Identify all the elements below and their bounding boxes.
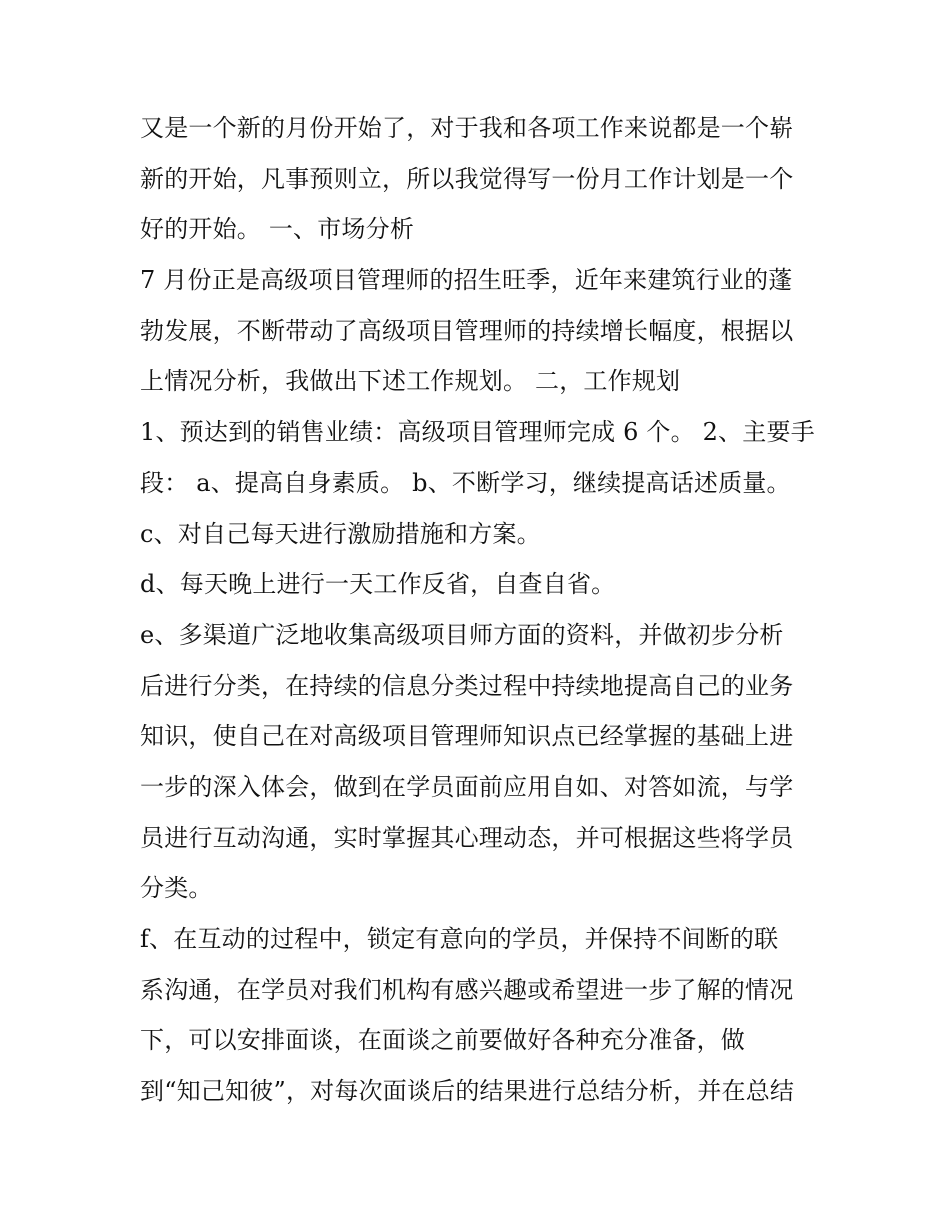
text-line: 又是一个新的月份开始了，对于我和各项工作来说都是一个崭 <box>140 114 794 142</box>
text-line: 上情况分析，我做出下述工作规划。 二，工作规划 <box>140 367 681 396</box>
text-line: 系沟通，在学员对我们机构有感兴趣或希望进一步了解的情况 <box>140 975 794 1004</box>
text-line: 到“知己知彼”，对每次面谈后的结果进行总结分析，并在总结 <box>140 1077 795 1106</box>
text-line: 后进行分类，在持续的信息分类过程中持续地提高自己的业务 <box>140 671 794 700</box>
text-line: 1、预达到的销售业绩：高级项目管理师完成 6 个。 2、主要手 <box>140 418 815 447</box>
text-line: 知识，使自己在对高级项目管理师知识点已经掌握的基础上进 <box>140 722 794 751</box>
text-line: 勃发展，不断带动了高级项目管理师的持续增长幅度，根据以 <box>140 316 794 345</box>
text-line: c、对自己每天进行激励措施和方案。 <box>140 519 541 548</box>
text-line: f、在互动的过程中，锁定有意向的学员，并保持不间断的联 <box>140 925 779 953</box>
text-line: e、多渠道广泛地收集高级项目师方面的资料，并做初步分析 <box>140 620 784 649</box>
text-line: 分类。 <box>140 874 213 903</box>
text-line: 一步的深入体会，做到在学员面前应用自如、对答如流，与学 <box>140 772 794 801</box>
document-body <box>140 103 830 1117</box>
text-line: 段： a、提高自身素质。 b、不断学习，继续提高话述质量。 <box>140 468 791 497</box>
text-line: 好的开始。 一、市场分析 <box>140 215 415 244</box>
text-line: 新的开始，凡事预则立，所以我觉得写一份月工作计划是一个 <box>140 164 794 193</box>
text-line: 下，可以安排面谈，在面谈之前要做好各种充分准备，做 <box>140 1026 745 1055</box>
text-line: 员进行互动沟通，实时掌握其心理动态，并可根据这些将学员 <box>140 823 794 852</box>
text-line: d、每天晚上进行一天工作反省，自查自省。 <box>140 570 616 599</box>
text-line: 7 月份正是高级项目管理师的招生旺季，近年来建筑行业的蓬 <box>140 266 793 295</box>
